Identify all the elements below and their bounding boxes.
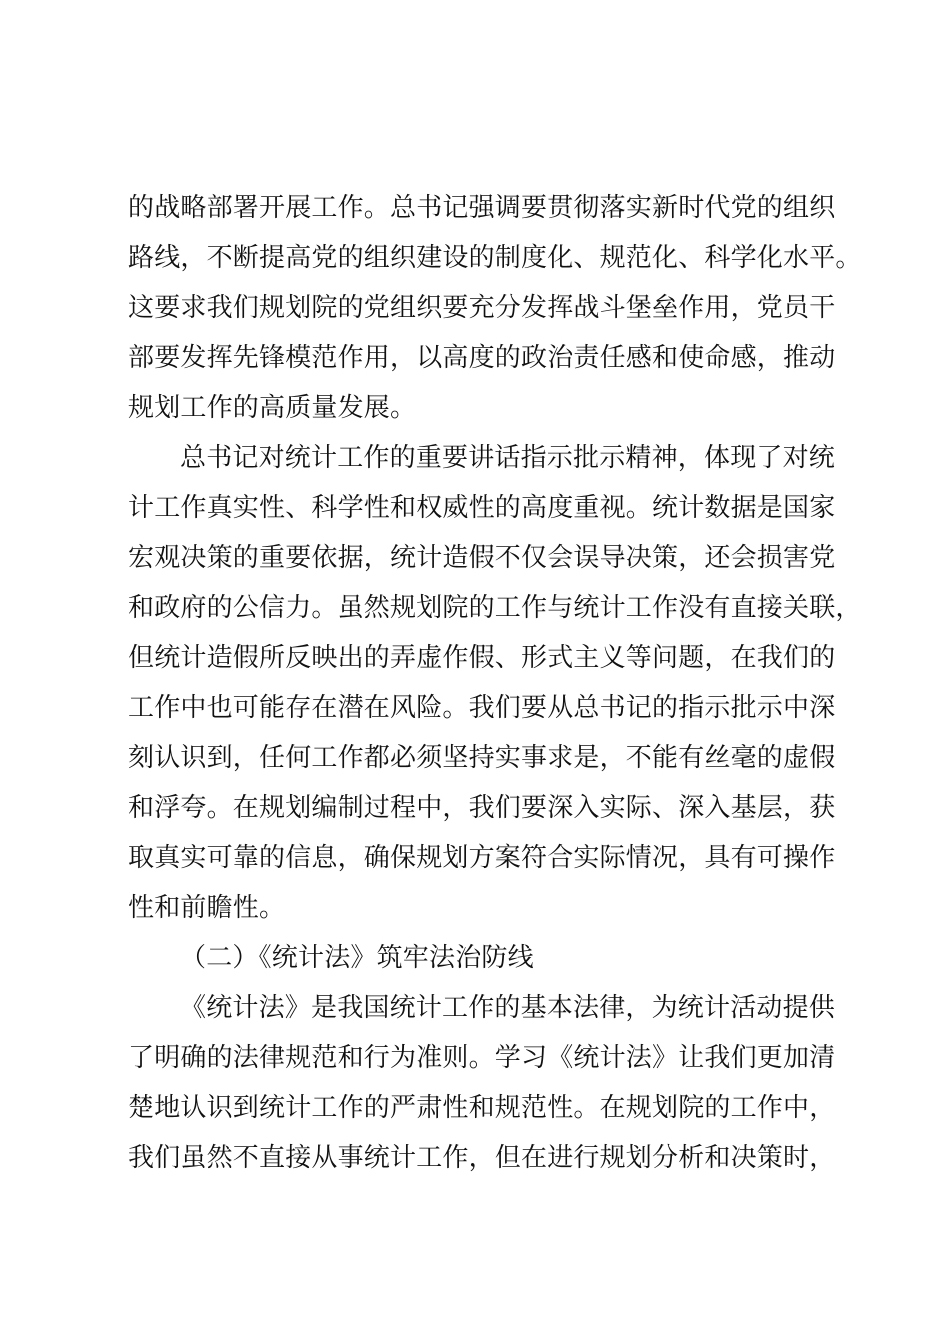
text-line: 我们虽然不直接从事统计工作，但在进行规划分析和决策时， <box>128 1143 836 1173</box>
text-line: 路线，不断提高党的组织建设的制度化、规范化、科学化水平。 <box>128 243 862 273</box>
text-line: 部要发挥先锋模范作用，以高度的政治责任感和使命感，推动 <box>128 343 836 373</box>
section-heading-text: （二）《统计法》筑牢法治防线 <box>180 943 534 973</box>
paragraph-continuation <box>128 183 862 433</box>
text-line: 总书记对统计工作的重要讲话指示批示精神，体现了对统 <box>180 443 836 473</box>
text-line: 刻认识到，任何工作都必须坚持实事求是，不能有丝毫的虚假 <box>128 743 836 773</box>
paragraph-statistics-law <box>128 983 848 1183</box>
text-line: 工作中也可能存在潜在风险。我们要从总书记的指示批示中深 <box>128 693 836 723</box>
text-line: 了明确的法律规范和行为准则。学习《统计法》让我们更加清 <box>128 1043 836 1073</box>
text-line: 宏观决策的重要依据，统计造假不仅会误导决策，还会损害党 <box>128 543 836 573</box>
paragraph-statistics-spirit <box>128 433 862 933</box>
text-line: 《统计法》是我国统计工作的基本法律，为统计活动提供 <box>180 993 836 1023</box>
text-line: 楚地认识到统计工作的严肃性和规范性。在规划院的工作中， <box>128 1093 836 1123</box>
text-line: 计工作真实性、科学性和权威性的高度重视。统计数据是国家 <box>128 493 836 523</box>
text-line: 取真实可靠的信息，确保规划方案符合实际情况，具有可操作 <box>128 843 836 873</box>
document-body <box>128 183 862 1183</box>
text-line: 规划工作的高质量发展。 <box>128 393 417 423</box>
text-line: 和浮夸。在规划编制过程中，我们要深入实际、深入基层，获 <box>128 793 836 823</box>
section-heading <box>128 933 848 983</box>
text-line: 性和前瞻性。 <box>128 893 286 923</box>
text-line: 这要求我们规划院的党组织要充分发挥战斗堡垒作用，党员干 <box>128 293 836 323</box>
text-line: 和政府的公信力。虽然规划院的工作与统计工作没有直接关联， <box>128 593 862 623</box>
text-line: 但统计造假所反映出的弄虚作假、形式主义等问题，在我们的 <box>128 643 836 673</box>
text-line: 的战略部署开展工作。总书记强调要贯彻落实新时代党的组织 <box>128 193 836 223</box>
